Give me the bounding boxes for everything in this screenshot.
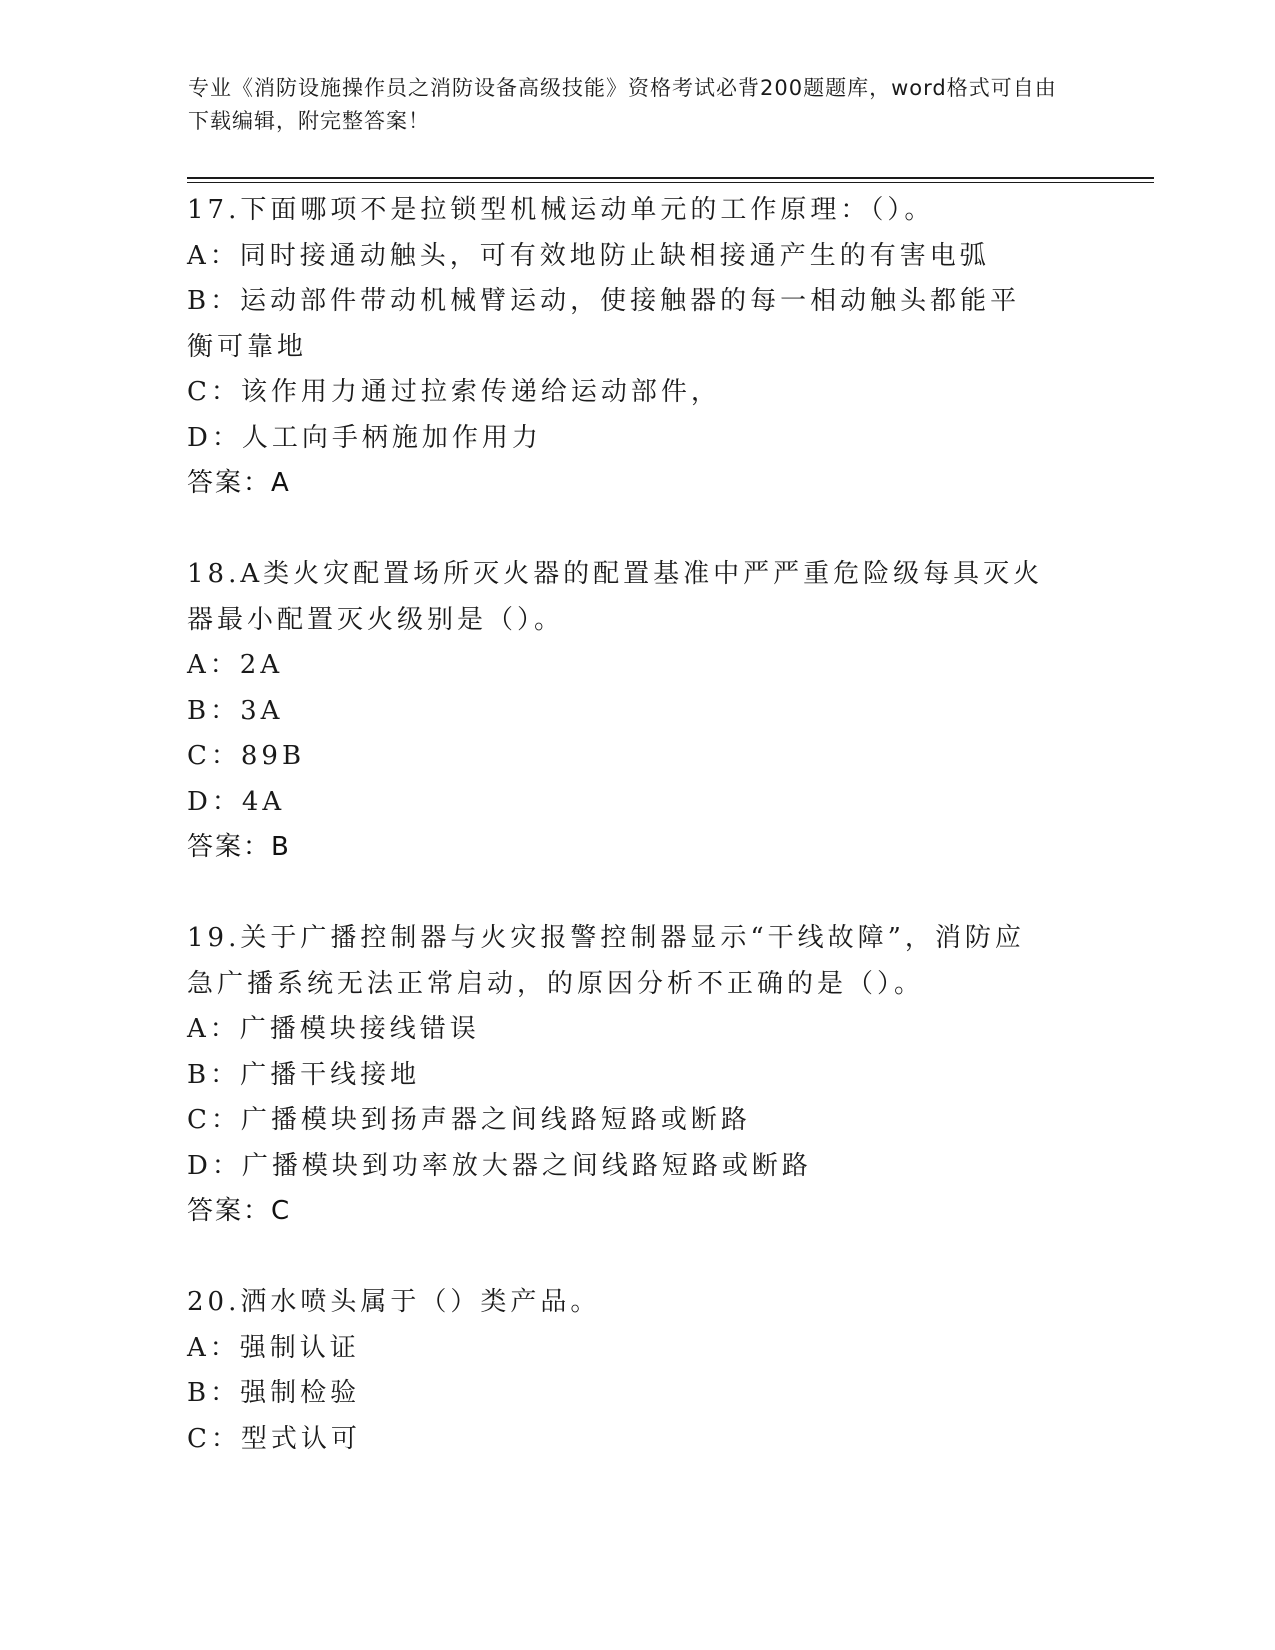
question-20 bbox=[187, 1280, 1087, 1462]
spacer bbox=[187, 507, 1087, 553]
question-stem: 19.关于广播控制器与火灾报警控制器显示“干线故障”，消防应急广播系统无法正常启动，的原因分析不正确的是（）。 bbox=[187, 923, 1025, 999]
answer: 答案：A bbox=[187, 468, 291, 498]
answer: 答案：B bbox=[187, 832, 291, 862]
option-c: C：89B bbox=[187, 741, 306, 771]
document-header: 专业《消防设施操作员之消防设备高级技能》资格考试必背200题题库，word格式可自由下载编辑，附完整答案！ bbox=[188, 76, 1057, 133]
option-a: A：强制认证 bbox=[187, 1332, 360, 1363]
option-d: D：4A bbox=[187, 786, 286, 817]
question-18 bbox=[187, 552, 1087, 871]
question-stem: 20.洒水喷头属于（）类产品。 bbox=[187, 1287, 601, 1317]
question-stem: 17.下面哪项不是拉锁型机械运动单元的工作原理：（）。 bbox=[187, 195, 935, 225]
option-c: C：广播模块到扬声器之间线路短路或断路 bbox=[187, 1105, 751, 1135]
option-a: A：2A bbox=[187, 650, 284, 680]
question-17 bbox=[187, 188, 1087, 507]
answer: 答案：C bbox=[187, 1196, 292, 1226]
spacer bbox=[187, 871, 1087, 917]
option-b: B：广播干线接地 bbox=[187, 1059, 421, 1090]
option-a: A：广播模块接线错误 bbox=[187, 1014, 480, 1044]
option-d: D：人工向手柄施加作用力 bbox=[187, 422, 542, 453]
option-b: B：运动部件带动机械臂运动，使接触器的每一相动触头都能平衡可靠地 bbox=[187, 286, 1021, 362]
option-b: B：强制检验 bbox=[187, 1378, 361, 1408]
question-stem: 18.A类火灾配置场所灭火器的配置基准中严严重危险级每具灭火器最小配置灭火级别是（）。 bbox=[187, 559, 1044, 635]
header-divider-thin bbox=[187, 182, 1154, 183]
option-b: B：3A bbox=[187, 695, 284, 726]
question-list bbox=[187, 188, 1087, 1462]
question-19 bbox=[187, 916, 1087, 1235]
option-d: D：广播模块到功率放大器之间线路短路或断路 bbox=[187, 1150, 812, 1181]
option-a: A：同时接通动触头，可有效地防止缺相接通产生的有害电弧 bbox=[187, 240, 990, 271]
option-c: C：该作用力通过拉索传递给运动部件， bbox=[187, 377, 721, 407]
spacer bbox=[187, 1235, 1087, 1281]
option-c: C：型式认可 bbox=[187, 1423, 361, 1454]
header-divider-thick bbox=[187, 177, 1154, 179]
